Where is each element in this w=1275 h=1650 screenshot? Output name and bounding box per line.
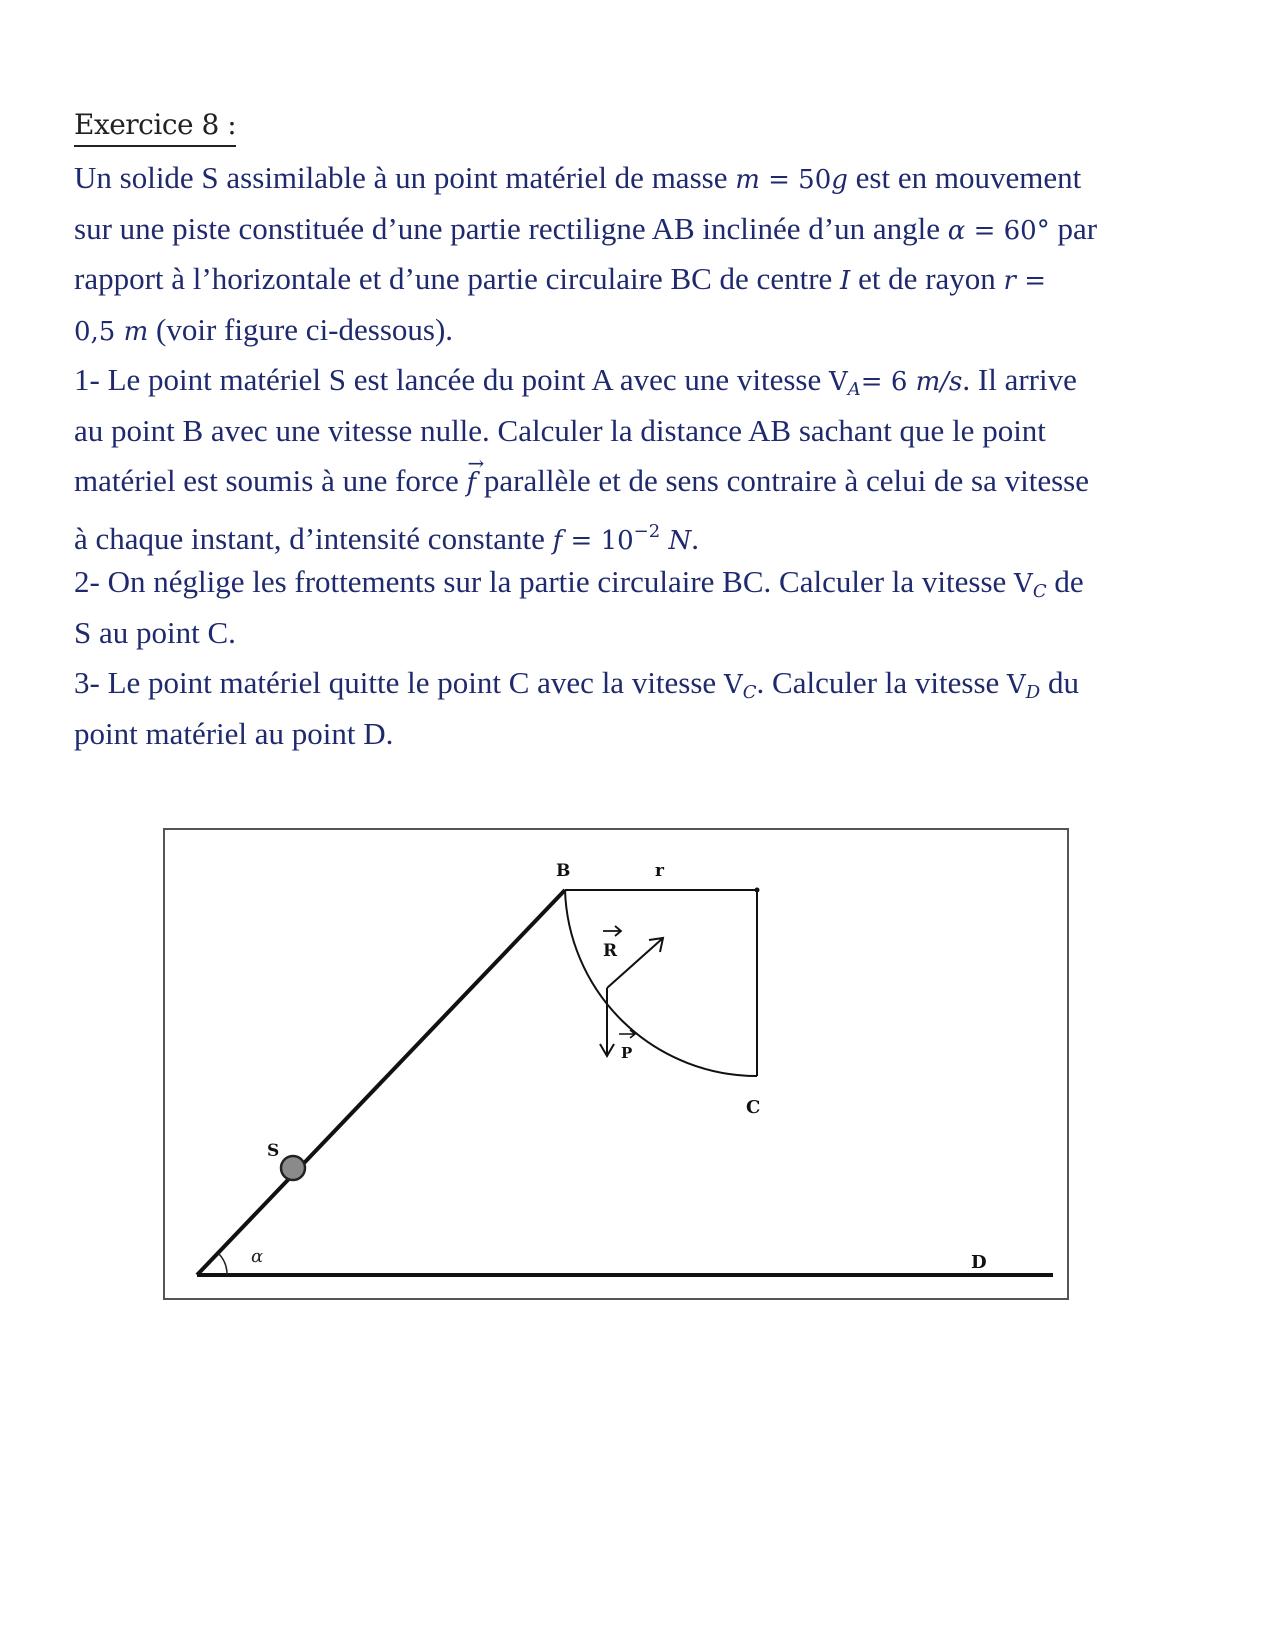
question-1-line-4 [74, 507, 1214, 558]
intro-text-5: rapport à l’horizontale et d’une partie circulaire BC de centre [74, 261, 841, 296]
force-variable: f [552, 525, 563, 556]
q3-text-4: point matériel au point D. [74, 715, 394, 751]
center-point [755, 888, 760, 893]
vc-symbol-2: V [723, 670, 743, 700]
va-value: = 6 [860, 367, 916, 397]
intro-text-6: et de rayon [850, 261, 1004, 296]
s-label: S [267, 1141, 280, 1161]
mass-expression [735, 165, 848, 195]
exercise-statement [74, 153, 1214, 759]
intro-line-1 [74, 153, 1214, 204]
va-subscript: A [847, 379, 861, 400]
alpha-label: α [251, 1246, 264, 1267]
intro-text-4: par [1049, 210, 1098, 246]
vc-expression [1014, 569, 1047, 602]
vd-subscript: D [1025, 682, 1041, 703]
d-label: D [971, 1252, 987, 1273]
q1-text-4: matériel est soumis à une force [74, 463, 467, 498]
radius-equals: = [1015, 266, 1047, 296]
vd-expression [1007, 670, 1041, 703]
question-1-line-2 [74, 406, 1214, 457]
q3-text-1: 3- Le point matériel quitte le point C avec la vitesse [74, 665, 724, 700]
radius-variable: r [1003, 266, 1016, 296]
intro-line-4 [74, 305, 1214, 356]
force-exponent: −2 [633, 520, 661, 542]
vc-subscript: C [1032, 581, 1047, 602]
force-unit: N [660, 525, 692, 556]
force-expression [552, 520, 692, 556]
q3-text-3: du [1040, 665, 1079, 700]
mass-value: = 50 [759, 165, 832, 195]
track-figure [163, 828, 1069, 1300]
intro-line-3 [74, 254, 1214, 305]
q3-text-2: . Calculer la vitesse [756, 665, 1008, 700]
center-variable: I [840, 266, 851, 296]
question-1-line-3 [74, 456, 1214, 507]
angle-expression [948, 216, 1050, 246]
mass-unit: g [831, 165, 848, 195]
solid-s [281, 1156, 305, 1180]
radius-expression-end [74, 317, 148, 347]
q1-text-1: 1- Le point matériel S est lancée du point A avec une vitesse [74, 362, 829, 397]
angle-variable: α [947, 215, 966, 246]
intro-text-3: sur une piste constituée d’une partie rectiligne AB inclinée d’un angle [74, 210, 948, 246]
force-value: = 10 [562, 525, 634, 556]
vd-symbol: V [1007, 670, 1026, 700]
q2-text-1: 2- On néglige les frottements sur la partie circulaire BC. Calculer la vitesse [74, 564, 1015, 599]
q2-text-2: de [1046, 564, 1084, 599]
mass-variable: m [735, 165, 760, 195]
intro-line-2 [74, 204, 1214, 255]
q2-text-3: S au point C. [74, 614, 236, 650]
weight-label: P [621, 1044, 633, 1062]
radius-expression-start [1004, 266, 1047, 296]
reaction-label: R [603, 941, 618, 961]
figure-frame [164, 829, 1068, 1299]
vc-subscript-2: C [742, 682, 757, 703]
va-unit: m/s [915, 367, 963, 397]
c-label: C [746, 1097, 761, 1118]
angle-value: = 60° [965, 215, 1050, 246]
exercise-title: Exercice 8 : [74, 108, 236, 147]
b-label: B [556, 861, 571, 881]
radius-value: 0,5 [74, 316, 124, 347]
q1-text-6: à chaque instant, d’intensité constante [74, 520, 553, 556]
force-vector: → f [467, 458, 477, 509]
question-2-line-2 [74, 608, 1214, 659]
question-3-line-1 [74, 658, 1214, 709]
question-2-line-1 [74, 557, 1214, 608]
intro-text-2: est en mouvement [847, 160, 1082, 195]
r-label: r [655, 861, 664, 881]
vc-symbol: V [1014, 569, 1033, 599]
va-symbol: V [828, 367, 848, 397]
intro-text-7: (voir figure ci-dessous). [148, 311, 454, 347]
q1-text-2: . Il arrive [962, 362, 1077, 397]
intro-text-1: Un solide S assimilable à un point matériel de masse [74, 160, 736, 195]
q1-text-3: au point B avec une vitesse nulle. Calculer la distance AB sachant que le point [74, 412, 1046, 448]
va-expression [828, 367, 963, 400]
radius-unit: m [123, 316, 149, 347]
q1-text-7: . [691, 520, 699, 556]
question-3-line-2 [74, 709, 1214, 760]
question-1-line-1 [74, 355, 1214, 406]
vc-expression-2 [723, 670, 757, 703]
q1-text-5: parallèle et de sens contraire à celui de sa vitesse [476, 463, 1089, 498]
